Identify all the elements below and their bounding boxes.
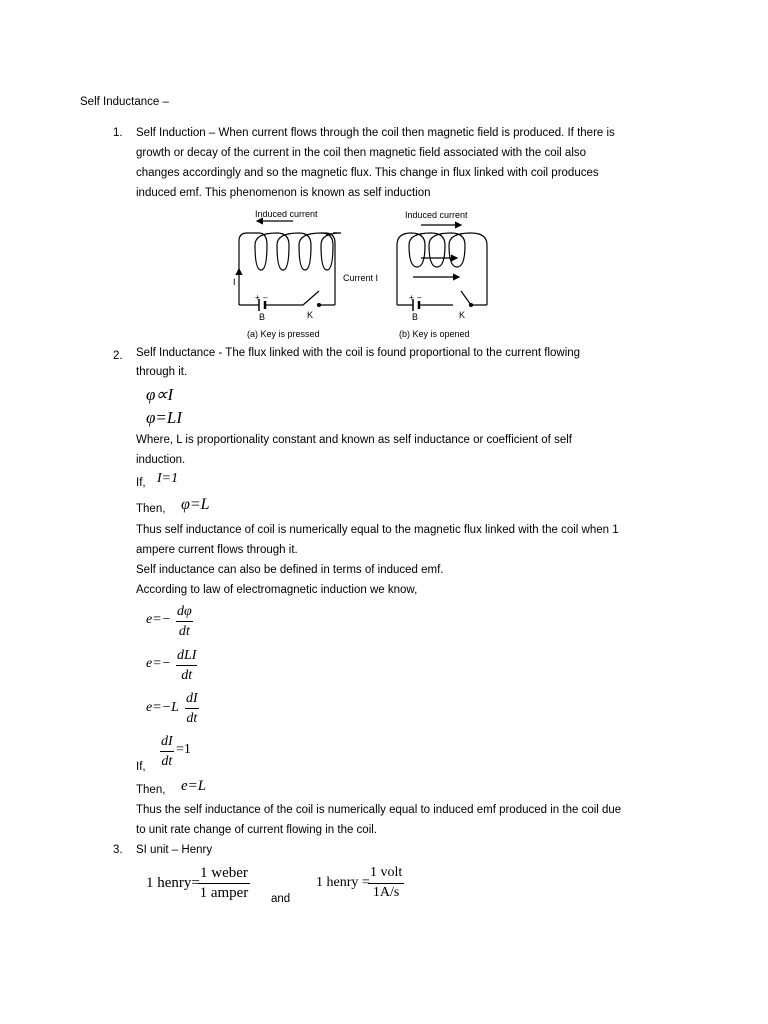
right-key-label: K	[459, 310, 466, 320]
si-unit-label: SI unit – Henry	[136, 844, 213, 856]
eq3-lhs: e=−L	[146, 700, 179, 715]
item1-line-4: induced emf. This phenomenon is known as self induction	[136, 187, 431, 199]
eq1-fraction	[176, 603, 193, 640]
eq1-lhs: e=−	[146, 612, 172, 627]
final-line-2: to unit rate change of current flowing in the coil.	[136, 824, 378, 836]
item1-line-1: Self Induction – When current flows through the coil then magnetic field is produced. If there is	[136, 127, 615, 139]
thus-line-4: According to law of electromagnetic induction we know,	[136, 584, 418, 596]
middle-label: Current I	[343, 273, 379, 283]
page-title: Self Inductance –	[80, 96, 169, 108]
left-key-label: K	[307, 310, 314, 320]
eq3-denominator: dt	[186, 711, 198, 726]
eq1-denominator: dt	[178, 624, 190, 639]
item1-line-3: changes accordingly and so the magnetic flux. This change in flux linked with coil produces	[136, 167, 599, 179]
eq2-lhs: e=−	[146, 656, 172, 671]
eq-henry-volt-lhs: 1 henry =	[316, 875, 370, 890]
left-top-label: Induced current	[255, 209, 318, 219]
eq-henry-volt-denominator: 1A/s	[372, 885, 400, 900]
eq2-fraction	[176, 647, 197, 684]
left-minus: –	[263, 293, 268, 302]
list-number-3: 3.	[113, 844, 123, 856]
left-battery-label: B	[259, 312, 266, 322]
list-number-2: 2.	[113, 350, 123, 362]
if2-fraction	[160, 733, 174, 770]
item2-line-1: Self Inductance - The flux linked with the coil is found proportional to the current flowing	[136, 347, 581, 359]
left-plus: +	[255, 293, 260, 302]
eq-henry-volt-numerator: 1 volt	[368, 864, 404, 884]
final-line-1: Thus the self inductance of the coil is numerically equal to induced emf produced in the coil due	[136, 804, 622, 816]
eq-henry-weber-numerator: 1 weber	[198, 864, 250, 884]
eq-henry-weber-lhs: 1 henry=	[146, 875, 200, 891]
eq2-denominator: dt	[181, 668, 193, 683]
eq-henry-volt-fraction	[368, 864, 404, 902]
equation-phi-l: φ=L	[181, 496, 210, 513]
left-wire-bottom	[239, 291, 335, 305]
eq-henry-weber-denominator: 1 amper	[199, 885, 249, 901]
item2-line-2: through it.	[136, 366, 188, 378]
where-line-1: Where, L is proportionality constant and known as self inductance or coefficient of self	[136, 434, 572, 446]
right-plus: +	[409, 293, 414, 302]
right-top-label: Induced current	[405, 210, 468, 220]
eq1-numerator: dφ	[176, 603, 193, 622]
thus-line-2: ampere current flows through it.	[136, 544, 298, 556]
list-number-1: 1.	[113, 127, 123, 139]
left-side-label: I	[233, 277, 236, 287]
where-line-2: induction.	[136, 454, 186, 466]
then-label: Then,	[136, 503, 166, 515]
eq-henry-weber-fraction	[198, 864, 250, 902]
if-label: If,	[136, 477, 146, 489]
eq2-numerator: dLI	[176, 647, 197, 666]
thus-line-1: Thus self inductance of coil is numerically equal to the magnetic flux linked with the coil when 1	[136, 524, 619, 536]
item1-line-2: growth or decay of the current in the coil then magnetic field associated with the coil also	[136, 147, 587, 159]
eq3-numerator: dI	[185, 690, 199, 709]
equation-phi-li: φ=LI	[146, 408, 182, 427]
right-battery-label: B	[412, 312, 419, 322]
eq3-fraction	[185, 690, 199, 727]
equation-i-equals-1: I=1	[157, 471, 179, 486]
self-induction-figure	[225, 205, 505, 345]
thus-line-3: Self inductance can also be defined in terms of induced emf.	[136, 564, 444, 576]
equation-proportional: φ∝I	[146, 385, 174, 404]
and-label: and	[271, 893, 291, 905]
if2-rhs: =1	[176, 742, 191, 757]
caption-right: (b) Key is opened	[399, 329, 470, 339]
caption-left: (a) Key is pressed	[247, 329, 320, 339]
right-minus: –	[417, 293, 422, 302]
if2-label: If,	[136, 761, 146, 773]
then2-label: Then,	[136, 784, 166, 796]
equation-e-l: e=L	[181, 778, 207, 794]
if2-numerator: dI	[160, 733, 174, 752]
if2-denominator: dt	[161, 754, 173, 769]
